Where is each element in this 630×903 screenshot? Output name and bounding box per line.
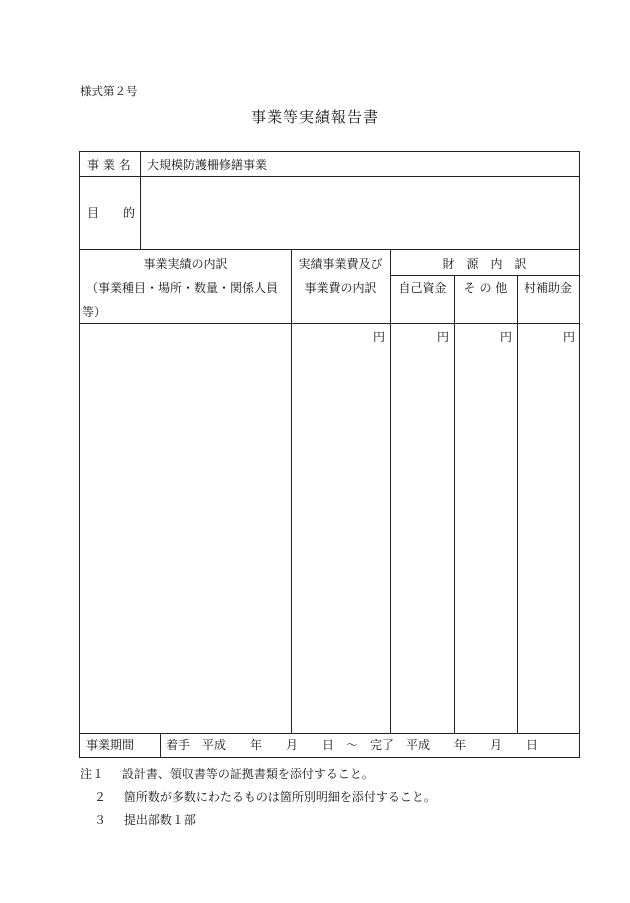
document-title: 事業等実績報告書 [250,108,379,126]
period-value: 着手 平成 年 月 日 ～ 完了 平成 年 月 日 [166,738,539,752]
yen-unit: 円 [563,330,576,344]
note-text: 提出部数１部 [123,813,196,827]
col-divider [140,152,141,249]
row-divider [80,733,579,734]
other-header: そ の 他 [463,281,508,295]
note-item [94,811,196,828]
note-item [80,765,374,782]
yen-unit: 円 [500,330,513,344]
period-label: 事業期間 [86,738,135,752]
col-divider [390,249,391,733]
yen-unit: 円 [437,330,450,344]
note-text: 箇所数が多数にわたるものは箇所別明細を添付すること。 [123,790,436,804]
row-divider [390,275,579,276]
note-number: 注１ [80,767,105,781]
funding-header: 財 源 内 訳 [442,257,527,271]
note-item [94,788,436,805]
project-name-value: 大規模防護柵修繕事業 [147,158,268,172]
breakdown-header-line3: 等） [82,305,107,319]
row-divider [80,249,579,250]
project-name-label: 事 業 名 [87,158,131,172]
report-table [79,151,580,758]
note-number: ３ [94,813,107,827]
village-subsidy-header: 村補助金 [523,281,572,295]
row-divider [80,323,579,324]
breakdown-header-line1: 事業実績の内訳 [143,257,228,271]
cost-header-line2: 事業費の内訳 [304,281,377,295]
col-divider [291,249,292,733]
col-divider [517,275,518,733]
own-funds-header: 自己資金 [398,281,447,295]
form-number: 様式第２号 [80,84,138,98]
cost-header-line1: 実績事業費及び [298,257,383,271]
yen-unit: 円 [373,330,386,344]
row-divider [80,176,579,177]
breakdown-header-line2: （事業種目・場所・数量・関係人員 [86,281,279,295]
purpose-label: 目 的 [87,206,136,220]
note-number: ２ [94,790,107,804]
col-divider [160,733,161,757]
note-text: 設計書、領収書等の証拠書類を添付すること。 [121,767,374,781]
col-divider [454,275,455,733]
